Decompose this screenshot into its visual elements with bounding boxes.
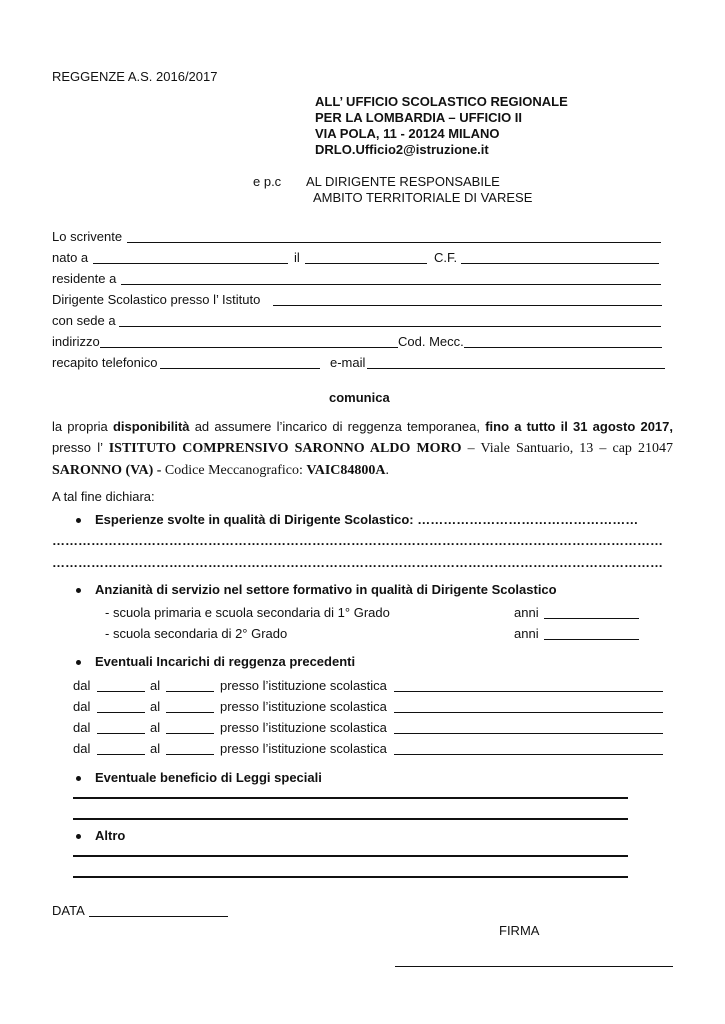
- al-label: al: [150, 720, 161, 735]
- secondaria-label: - scuola secondaria di 2° Grado: [105, 626, 288, 641]
- data-field[interactable]: [89, 916, 228, 917]
- primaria-label: - scuola primaria e scuola secondaria di 1° Grado: [105, 605, 390, 620]
- firma-label: FIRMA: [499, 923, 540, 938]
- esperienze-dotted-line-2: ……………………………………………………………………………………………………………………………: [52, 555, 663, 570]
- dirigente-label: Dirigente Scolastico presso l’ Istituto: [52, 292, 261, 307]
- anni-secondaria-field[interactable]: [544, 639, 639, 640]
- nato-label: nato a: [52, 250, 89, 265]
- cod-mecc-field[interactable]: [464, 347, 662, 348]
- recipient-line-2: PER LA LOMBARDIA – UFFICIO II: [315, 110, 523, 125]
- address-field[interactable]: [100, 347, 398, 348]
- dal-label: dal: [73, 678, 91, 693]
- recipient-line-1: ALL’ UFFICIO SCOLASTICO REGIONALE: [315, 94, 568, 109]
- anni-label: anni: [514, 626, 539, 641]
- school-name: ISTITUTO COMPRENSIVO SARONNO ALDO MORO: [108, 441, 462, 456]
- esperienze-dotted-line-1: ……………………………………………………………………………………………………………………………: [52, 533, 663, 548]
- dal-label: dal: [73, 741, 91, 756]
- sede-field[interactable]: [119, 326, 661, 327]
- al-field[interactable]: [166, 733, 214, 734]
- text-segment-bold: disponibilità: [112, 419, 190, 434]
- bullet-icon: [76, 834, 81, 839]
- cf-field[interactable]: [461, 263, 659, 264]
- institute-field[interactable]: [273, 305, 662, 306]
- data-label: DATA: [52, 903, 85, 918]
- al-field[interactable]: [166, 754, 214, 755]
- al-field[interactable]: [166, 712, 214, 713]
- birthplace-field[interactable]: [93, 263, 288, 264]
- cc-prefix: e p.c: [253, 174, 282, 189]
- residence-field[interactable]: [121, 284, 661, 285]
- presso-label: presso l’istituzione scolastica: [220, 678, 387, 693]
- beneficio-heading: Eventuale beneficio di Leggi speciali: [95, 770, 322, 785]
- school-address: – Viale Santuario, 13 – cap 21047: [461, 441, 673, 456]
- incarichi-heading: Eventuali Incarichi di reggenza precedenti: [95, 654, 356, 669]
- text-segment: ad assumere l’incarico di reggenza temporanea,: [189, 419, 486, 434]
- dal-label: dal: [73, 720, 91, 735]
- al-label: al: [150, 678, 161, 693]
- text-segment: .: [385, 463, 390, 478]
- phone-field[interactable]: [160, 368, 320, 369]
- school-code: VAIC84800A: [306, 463, 386, 478]
- scrivente-label: Lo scrivente: [52, 229, 123, 244]
- dal-field[interactable]: [97, 712, 145, 713]
- il-label: il: [294, 250, 300, 265]
- dichiara-intro: A tal fine dichiara:: [52, 489, 155, 504]
- anni-label: anni: [514, 605, 539, 620]
- al-label: al: [150, 741, 161, 756]
- istituzione-field[interactable]: [394, 691, 663, 692]
- recipient-line-3: VIA POLA, 11 - 20124 MILANO: [315, 126, 500, 141]
- indirizzo-label: indirizzo: [52, 334, 100, 349]
- al-field[interactable]: [166, 691, 214, 692]
- beneficio-field-2[interactable]: [73, 818, 628, 820]
- presso-label: presso l’istituzione scolastica: [220, 720, 387, 735]
- school-city: SARONNO (VA) -: [52, 463, 162, 478]
- altro-field-2[interactable]: [73, 876, 628, 878]
- text-segment: presso l’: [52, 440, 109, 455]
- bullet-icon: [76, 518, 81, 523]
- code-label: Codice Meccanografico:: [161, 463, 307, 478]
- cc-line-2: AMBITO TERRITORIALE DI VARESE: [313, 190, 533, 205]
- signature-field[interactable]: [395, 966, 673, 967]
- beneficio-field-1[interactable]: [73, 797, 628, 799]
- email-field[interactable]: [367, 368, 665, 369]
- recapito-label: recapito telefonico: [52, 355, 158, 370]
- dal-field[interactable]: [97, 733, 145, 734]
- comunica-paragraph: [52, 416, 673, 481]
- esperienze-heading: Esperienze svolte in qualità di Dirigente Scolastico: ……………………………………………: [95, 512, 639, 527]
- bullet-icon: [76, 660, 81, 665]
- residente-label: residente a: [52, 271, 117, 286]
- email-label: e-mail: [330, 355, 366, 370]
- cc-line-1: AL DIRIGENTE RESPONSABILE: [306, 174, 500, 189]
- cf-label: C.F.: [434, 250, 458, 265]
- altro-heading: Altro: [95, 828, 126, 843]
- anzianita-heading: Anzianità di servizio nel settore formativo in qualità di Dirigente Scolastico: [95, 582, 557, 597]
- anni-primaria-field[interactable]: [544, 618, 639, 619]
- presso-label: presso l’istituzione scolastica: [220, 699, 387, 714]
- presso-label: presso l’istituzione scolastica: [220, 741, 387, 756]
- recipient-email: DRLO.Ufficio2@istruzione.it: [315, 142, 489, 157]
- istituzione-field[interactable]: [394, 754, 663, 755]
- dal-label: dal: [73, 699, 91, 714]
- scrivente-field[interactable]: [127, 242, 661, 243]
- birthdate-field[interactable]: [305, 263, 427, 264]
- document-title: REGGENZE A.S. 2016/2017: [52, 69, 218, 84]
- bullet-icon: [76, 776, 81, 781]
- dal-field[interactable]: [97, 754, 145, 755]
- bullet-icon: [76, 588, 81, 593]
- text-segment: la propria: [52, 419, 113, 434]
- text-segment-bold: fino a tutto il 31 agosto 2017,: [485, 419, 674, 434]
- cod-mecc-label: Cod. Mecc.: [398, 334, 464, 349]
- dal-field[interactable]: [97, 691, 145, 692]
- istituzione-field[interactable]: [394, 712, 663, 713]
- sede-label: con sede a: [52, 313, 116, 328]
- comunica-heading: comunica: [329, 390, 390, 405]
- altro-field-1[interactable]: [73, 855, 628, 857]
- istituzione-field[interactable]: [394, 733, 663, 734]
- al-label: al: [150, 699, 161, 714]
